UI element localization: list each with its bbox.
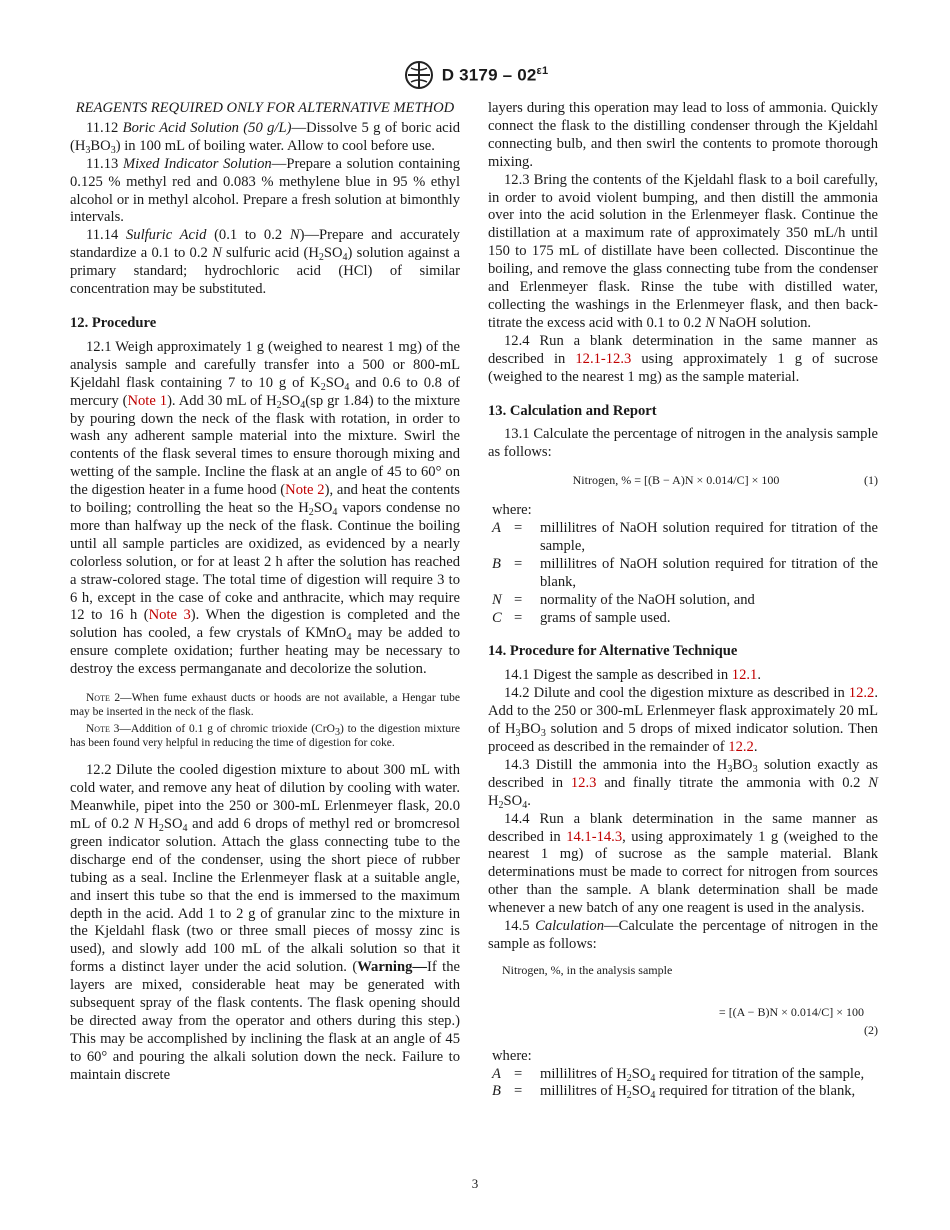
paragraph-14-1: 14.1 Digest the sample as described in 12.1. bbox=[504, 667, 761, 684]
variable-definition: millilitres of NaOH solution required for titration of the blank, bbox=[540, 555, 878, 590]
paragraph-13-1: 13.1 Calculate the percentage of nitrogen in the analysis sample as follows: bbox=[488, 426, 878, 461]
variable-definition: millilitres of $H_2SO_4$ required for titration of the blank, bbox=[540, 1083, 856, 1102]
variable-symbol: N bbox=[492, 591, 502, 608]
variable-equals: = bbox=[514, 555, 523, 572]
variable-symbol: B bbox=[492, 1083, 501, 1100]
variable-equals: = bbox=[514, 1065, 523, 1082]
paragraph-12-3: 12.3 Bring the contents of the Kjeldahl flask to a boil carefully, in order to avoid violent bumping, and then distill the ammonia over into the acid solution in the Erlenmeyer flask. Continue the distillation at a maximum rate of approximately 350 mL/h until 150 to 175 mL of distillate have been collected. Discontinue the boiling, and remove the glass connecting tube from the condenser and Erlenmeyer flask. Rinse the tube with distilled water, collecting the washings in the Erlenmeyer flask, and then back-titrate the excess acid with 0.1 to 0.2 N NaOH solution. bbox=[488, 171, 878, 331]
variable-symbol: A bbox=[492, 1065, 501, 1082]
link-12-3[interactable]: 12.3 bbox=[570, 774, 597, 791]
variable-definition: normality of the NaOH solution, and bbox=[540, 591, 755, 608]
right-column bbox=[488, 100, 878, 1101]
equation-2-body: = [(A − B)N × 0.014/C] × 100 bbox=[718, 1004, 864, 1019]
page-header bbox=[0, 60, 950, 90]
variable-equals: = bbox=[514, 591, 523, 608]
variable-definition: millilitres of NaOH solution required for titration of the sample, bbox=[540, 520, 878, 554]
variable-row bbox=[492, 556, 878, 592]
paragraph-12-4: 12.4 Run a blank determination in the same manner as described in 12.1-12.3 using approximately 1 g of sucrose (weighed to the nearest 1 mg) as the sample material. bbox=[488, 332, 878, 385]
link-12-2-second[interactable]: 12.2 bbox=[728, 739, 754, 755]
paragraph-11-12: 11.12 Boric Acid Solution (50 g/L)—Dissolve 5 g of boric acid $(H_3BO_3)$ in 100 mL of boiling water. Allow to cool before use. bbox=[70, 119, 460, 156]
paragraph-12-1: 12.1 Weigh approximately 1 g (weighed to nearest 1 mg) of the analysis sample and carefully transfer into a 500 or 800-mL Kjeldahl flask containing 7 to 10 g of $K_2SO_4$ and 0.6 to 0.8 of mercury (Note 1). Add 30 mL of $H_2SO_4(sp$ gr 1.84) to the mixture by pouring down the neck of the flask with rotation, in order to wash any adherent sample material into the mixture. Swirl the contents of the flask several times to ensure thorough mixing and wetting of the sample. Incline the flask at an angle of 45 to 60° on the digestion heater in a fume hood (Note 2), and heat the contents to boiling; controlling the heat so the $H_2SO_4$ vapors condense no more than halfway up the neck of the flask. Continue the boiling until all sample particles are oxidized, as evidenced by a nearly colorless solution, or for at least 2 h after the solution has reached a straw-colored stage. The total time of digestion will require 3 to 6 h, except in the case of coke and anthracite, which may require 12 to 16 h (Note 3). When the digestion is completed and the solution has cooled, a few crystals of KMnO$_4$ may be added to ensure complete oxidation; further heating may be necessary to destroy the excess permanganate and decolorize the solution. bbox=[70, 338, 460, 678]
equation-1 bbox=[488, 472, 878, 490]
paragraph-14-2: 14.2 Dilute and cool the digestion mixture as described in 12.2. Add to the 250 or 300-mL Erlenmeyer flask approximately 20 mL of $H_3BO_3$ solution and 5 drops of mixed indicator solution. Then proceed as described in the remainder of 12.2. bbox=[488, 685, 878, 755]
variable-row bbox=[492, 610, 878, 628]
variable-row bbox=[492, 1083, 878, 1101]
heading-calculation-report: 13. Calculation and Report bbox=[488, 402, 657, 419]
heading-procedure: 12. Procedure bbox=[70, 314, 157, 331]
link-14-1-14-3[interactable]: 14.1-14.3 bbox=[566, 828, 623, 845]
variable-row bbox=[492, 520, 878, 556]
link-note-3[interactable]: Note 3 bbox=[148, 607, 191, 624]
where-label-1: where: bbox=[492, 502, 532, 519]
paragraph-11-14: 11.14 Sulfuric Acid (0.1 to 0.2 N)—Prepare and accurately standardize a 0.1 to 0.2 N sulfuric acid $(H_2SO_4)$ solution against a primary standard; hydrochloric acid (HCl) of similar concentration may be substituted. bbox=[70, 227, 460, 298]
paragraph-12-2: 12.2 Dilute the cooled digestion mixture to about 300 mL with cold water, and remove any heat of dilution by cooling with water. Meanwhile, pipet into the 250 or 300-mL Erlenmeyer flask, 20.0 mL of 0.2 N $H_2SO_4$ and add 6 drops of methyl red or bromcresol green indicator solution. Attach the glass connecting tube to the discharge end of the condenser, using the short piece of rubber tubing as a seal. Incline the Erlenmeyer flask at a suitable angle, and insert this tube so that the end is immersed to the maximum depth in the acid. Add 1 to 2 g of granular zinc to the mixture in the Kjeldahl flask (two or three small pieces of mossy zinc is used), and slowly add 100 mL of the alkali solution so that it forms a distinct layer under the acid solution. (Warning—If the layers are mixed, considerable heat may be generated with subsequent spray of the flask contents. The flask opening should be directed away from the operator and others during this step.) This may be accomplished by inclining the flask at an angle of 45 to 60° and pouring the alkali solution down the neck. Failure to maintain discrete bbox=[70, 762, 461, 1083]
variable-symbol: B bbox=[492, 555, 501, 572]
heading-alternative-technique: 14. Procedure for Alternative Technique bbox=[488, 643, 738, 660]
variable-row bbox=[492, 1066, 878, 1084]
link-note-1[interactable]: Note 1 bbox=[127, 392, 168, 409]
paragraph-11-13: 11.13 Mixed Indicator Solution—Prepare a solution containing 0.125 % methyl red and 0.083 % methylene blue in 95 % ethyl alcohol or in methyl alcohol. Prepare a fresh solution at bimonthly intervals. bbox=[70, 155, 460, 226]
equation-2-label: Nitrogen, %, in the analysis sample bbox=[502, 962, 673, 977]
equation-2-number: (2) bbox=[864, 1022, 878, 1037]
variable-symbol: A bbox=[492, 520, 501, 537]
variable-list-2 bbox=[492, 1066, 878, 1102]
variable-definition: millilitres of $H_2SO_4$ required for titration of the sample, bbox=[540, 1065, 865, 1084]
where-label-2: where: bbox=[492, 1047, 532, 1064]
variable-row bbox=[492, 592, 878, 610]
astm-logo-icon bbox=[402, 60, 436, 90]
variable-equals: = bbox=[514, 609, 523, 626]
document-designation: D $3179 - 02^{\varepsilon 1}$ bbox=[441, 64, 549, 85]
paragraph-14-5: 14.5 Calculation—Calculate the percentage of nitrogen in the sample as follows: bbox=[488, 918, 878, 952]
link-12-1[interactable]: 12.1 bbox=[731, 667, 758, 684]
note-2: Note 2—When fume exhaust ducts or hoods are not available, a Hengar tube may be inserted in the neck of the flask. bbox=[70, 692, 460, 719]
paragraph-12-2-continued: layers during this operation may lead to loss of ammonia. Quickly connect the flask to the distilling condenser through the Kjeldahl connecting bulb, and then swirl the contents to promote thorough mixing. bbox=[488, 100, 878, 170]
variable-equals: = bbox=[514, 520, 523, 537]
paragraph-14-3: 14.3 Distill the ammonia into the $H_3BO_3$ solution exactly as described in 12.3 and finally titrate the ammonia with 0.2 N $H_2SO_4$. bbox=[488, 756, 878, 811]
link-note-2[interactable]: Note 2 bbox=[285, 482, 325, 499]
section-subtitle: REAGENTS REQUIRED ONLY FOR ALTERNATIVE METHOD bbox=[75, 100, 455, 116]
link-12-2[interactable]: 12.2 bbox=[848, 685, 875, 702]
variable-symbol: C bbox=[492, 609, 502, 626]
equation-1-number: (1) bbox=[864, 473, 878, 488]
paragraph-14-4: 14.4 Run a blank determination in the same manner as described in 14.1-14.3, using approximately 1 g (weighed to the nearest 1 mg) of sucrose as the sample material. Blank determinations must be made to correct for nitrogen from sources other than the sample. A blank determination shall be made whenever a new batch of any one reagent is used in the analysis. bbox=[488, 810, 878, 917]
equation-2 bbox=[488, 1004, 878, 1040]
variable-equals: = bbox=[514, 1083, 523, 1100]
variable-list-1 bbox=[492, 520, 878, 627]
page-number: 3 bbox=[471, 1176, 479, 1191]
variable-definition: grams of sample used. bbox=[540, 609, 671, 626]
left-column bbox=[70, 100, 460, 1085]
link-12-1-12-3[interactable]: 12.1-12.3 bbox=[575, 350, 632, 367]
equation-1-body: Nitrogen, % = [(B − A)N × 0.014/C] × 100 bbox=[572, 473, 780, 488]
note-3: Note 3—Addition of 0.1 g of chromic trioxide (CrO$_3$) to the digestion mixture has been found very helpful in reducing the time of digestion for coke. bbox=[70, 722, 460, 749]
